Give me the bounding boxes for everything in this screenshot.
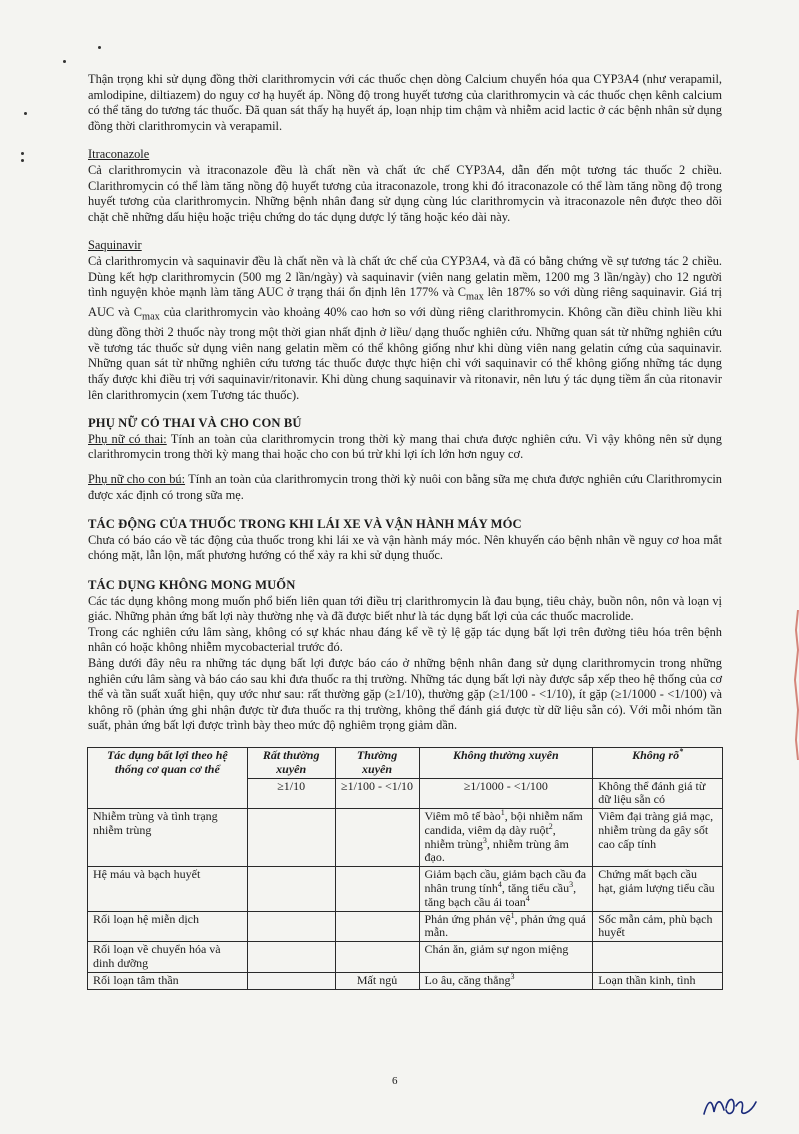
header-organ-class: Tác dụng bất lợi theo hệ thống cơ quan cơ thể: [88, 747, 248, 808]
adverse-paragraph-1: Các tác dụng không mong muốn phổ biến liên quan tới điều trị clarithromycin là đau bụng, tiêu chảy, buồn nôn, nôn và loạn vị giác. Những phản ứng bất lợi này thường nhẹ và đã được biết như là tác dụng bất lợi của các thuốc macrolide.: [88, 593, 722, 624]
table-row: Rối loạn về chuyển hóa và dinh dưỡng Chán ăn, giảm sự ngon miệng: [88, 942, 723, 973]
pregnant-paragraph: Phụ nữ có thai: Tính an toàn của clarithromycin trong thời kỳ mang thai chưa được nghiên cứu. Vì vậy không nên sử dụng clarithromycin trong thời kỳ mang thai hoặc cho con bú trừ khi lợi ích lớn hơn nguy cơ.: [88, 431, 723, 462]
freq-common: ≥1/100 - <1/10: [335, 778, 419, 809]
adverse-section: [88, 578, 722, 734]
driving-text: Chưa có báo cáo về tác động của thuốc trong khi lái xe và vận hành máy móc. Nên khuyến cáo bệnh nhân về nguy cơ hoa mắt chóng mặt, lẫn lộn, mất phương hướng có thể xảy ra khi sử dụng thuốc.: [88, 532, 722, 563]
pregnancy-section: [88, 416, 722, 503]
adverse-paragraph-2: Trong các nghiên cứu lâm sàng, không có sự khác nhau đáng kể về tỷ lệ gặp tác dụng bất lợi trên đường tiêu hóa trên bệnh nhân có hoặc không nhiễm mycobacterial trước đó.: [88, 624, 722, 655]
scan-speck: [63, 60, 66, 63]
header-uncommon: Không thường xuyên: [419, 747, 593, 778]
driving-section: [88, 517, 722, 564]
itraconazole-text: Cả clarithromycin và itraconazole đều là chất nền và chất ức chế CYP3A4, dẫn đến một tương tác thuốc 2 chiều. Clarithromycin có thể làm tăng nồng độ huyết tương của itraconazole, trong khi đó itraconazole có thể làm tăng nồng độ trong huyết tương của clarithromycin. Những bệnh nhân đang sử dụng cùng lúc clarithromycin và itraconazole nên được theo dõi chặt chẽ những dấu hiệu hoặc triệu chứng do tác dụng dược lý tăng hoặc kéo dài này.: [88, 162, 722, 224]
itraconazole-section: [88, 147, 722, 225]
table-row: Rối loạn tâm thần Mất ngủ Lo âu, căng thẳng$^3$ Loạn thần kinh, tình: [88, 972, 723, 989]
saquinavir-section: [88, 238, 722, 403]
scan-speck: [21, 152, 24, 155]
adverse-heading: TÁC DỤNG KHÔNG MONG MUỐN: [88, 577, 296, 592]
adverse-paragraph-3: Bảng dưới đây nêu ra những tác dụng bất lợi được báo cáo ở những bệnh nhân đang sử dụng clarithromycin trong những nghiên cứu lâm sàng và báo cáo sau khi đưa thuốc ra thị trường. Những tác dụng bất lợi này được sắp xếp theo hệ thống của cơ thể và tần suất xuất hiện, quy ước như sau: rất thường gặp (≥1/10), thường gặp (≥1/100 - <1/10), ít gặp (≥1/1000 - <1/100) và không rõ (phản ứng ghi nhận được từ đưa thuốc ra thị trường, không thể đánh giá được từ dữ liệu sẵn có). Với mỗi nhóm tần suất, phản ứng bất lợi được trình bày theo mức độ nghiêm trọng giảm dần.: [88, 655, 722, 733]
pregnancy-heading: PHỤ NỮ CÓ THAI VÀ CHO CON BÚ: [88, 416, 302, 431]
header-unknown: Không rõ*: [593, 747, 723, 778]
document-page: [88, 72, 722, 990]
freq-unknown: Không thể đánh giá từ dữ liệu sẵn có: [593, 778, 723, 809]
saquinavir-text: Cả clarithromycin và saquinavir đều là chất nền và là chất ức chế của CYP3A4, và đã có bằng chứng về sự tương tác 2 chiều. Dùng kết hợp clarithromycin (500 mg 2 lần/ngày) và saquinavir (viên nang gelatin mềm, 1200 mg 3 lần/ngày) cho 12 người tình nguyện khỏe mạnh làm tăng AUC ở trạng thái ổn định lên 177% và $C_{max}$ lên 187% so với dùng riêng saquinavir. Giá trị AUC và $C_{max}$ của clarithromycin vào khoảng 40% cao hơn so với dùng riêng clarithromycin. Không cần điều chỉnh liều khi dùng đồng thời 2 thuốc này trong một thời gian nhất định ở liều/ dạng thuốc nghiên cứu. Những quan sát từ những nghiên cứu về tương tác thuốc sử dụng viên nang gelatin mềm có thể không giống như khi dùng viên nang gelatin cứng của saquinavir. Những quan sát từ những nghiên cứu tương tác thuốc được thực hiện chỉ với saquinavir có thể không giống những tác dụng thấy được khi điều trị với saquinavir/ritonavir. Khi dùng chung saquinavir và ritonavir, nên lưu ý tác dụng tiềm ẩn của ritonavir lên clarithromycin (xem Tương tác thuốc).: [88, 253, 722, 402]
scan-speck: [24, 112, 27, 115]
driving-heading: TÁC ĐỘNG CỦA THUỐC TRONG KHI LÁI XE VÀ VẬN HÀNH MÁY MÓC: [88, 517, 522, 532]
table-row: Rối loạn hệ miễn dịch Phản ứng phản vệ$^1$, phản ứng quá mẫn. Sốc mẫn cảm, phù bạch huyết: [88, 911, 723, 942]
table-row: Nhiễm trùng và tình trạng nhiễm trùng Viêm mô tế bào$^1$, bội nhiễm nấm candida, viêm dạ dày ruột$^2$, nhiễm trùng$^3$, nhiễm trùng âm đạo. Viêm đại tràng giả mạc, nhiễm trùng da gây sốt cao cấp tính: [88, 809, 723, 867]
ccb-interaction-paragraph: Thận trọng khi sử dụng đồng thời clarithromycin với các thuốc chẹn dòng Calcium chuyển hóa qua CYP3A4 (như verapamil, amlodipine, diltiazem) do nguy cơ hạ huyết áp. Nồng độ trong huyết tương của clarithromycin và các thuốc chẹn kênh calcium có thể tăng do tương tác thuốc. Đã quan sát thấy hạ huyết áp, loạn nhịp tim chậm và nhiễm acid lactic ở các bệnh nhân sử dụng đồng thời clarithromycin và verapamil.: [88, 72, 722, 133]
saquinavir-heading: Saquinavir: [88, 238, 142, 253]
scan-speck: [21, 159, 24, 162]
adverse-reactions-table: [87, 747, 723, 990]
header-common: Thường xuyên: [335, 747, 419, 778]
red-stamp-edge: [793, 610, 799, 760]
freq-uncommon: ≥1/1000 - <1/100: [419, 778, 593, 809]
scan-speck: [98, 46, 101, 49]
itraconazole-heading: Itraconazole: [88, 147, 150, 162]
signature-icon: [700, 1090, 760, 1120]
table-header-row: [88, 747, 723, 778]
page-number: 6: [392, 1075, 398, 1087]
lactation-paragraph: Phụ nữ cho con bú: Tính an toàn của clarithromycin trong thời kỳ nuôi con bằng sữa mẹ chưa được nghiên cứu Clarithromycin được xác định có trong sữa mẹ.: [88, 472, 722, 502]
table-row: Hệ máu và bạch huyết Giảm bạch cầu, giảm bạch cầu đa nhân trung tính$^4$, tăng tiểu cầu$^3$, tăng bạch cầu ái toan$^4$ Chứng mất bạch cầu hạt, giảm lượng tiểu cầu: [88, 867, 723, 911]
header-very-common: Rất thường xuyên: [247, 747, 335, 778]
freq-very-common: ≥1/10: [247, 778, 335, 809]
